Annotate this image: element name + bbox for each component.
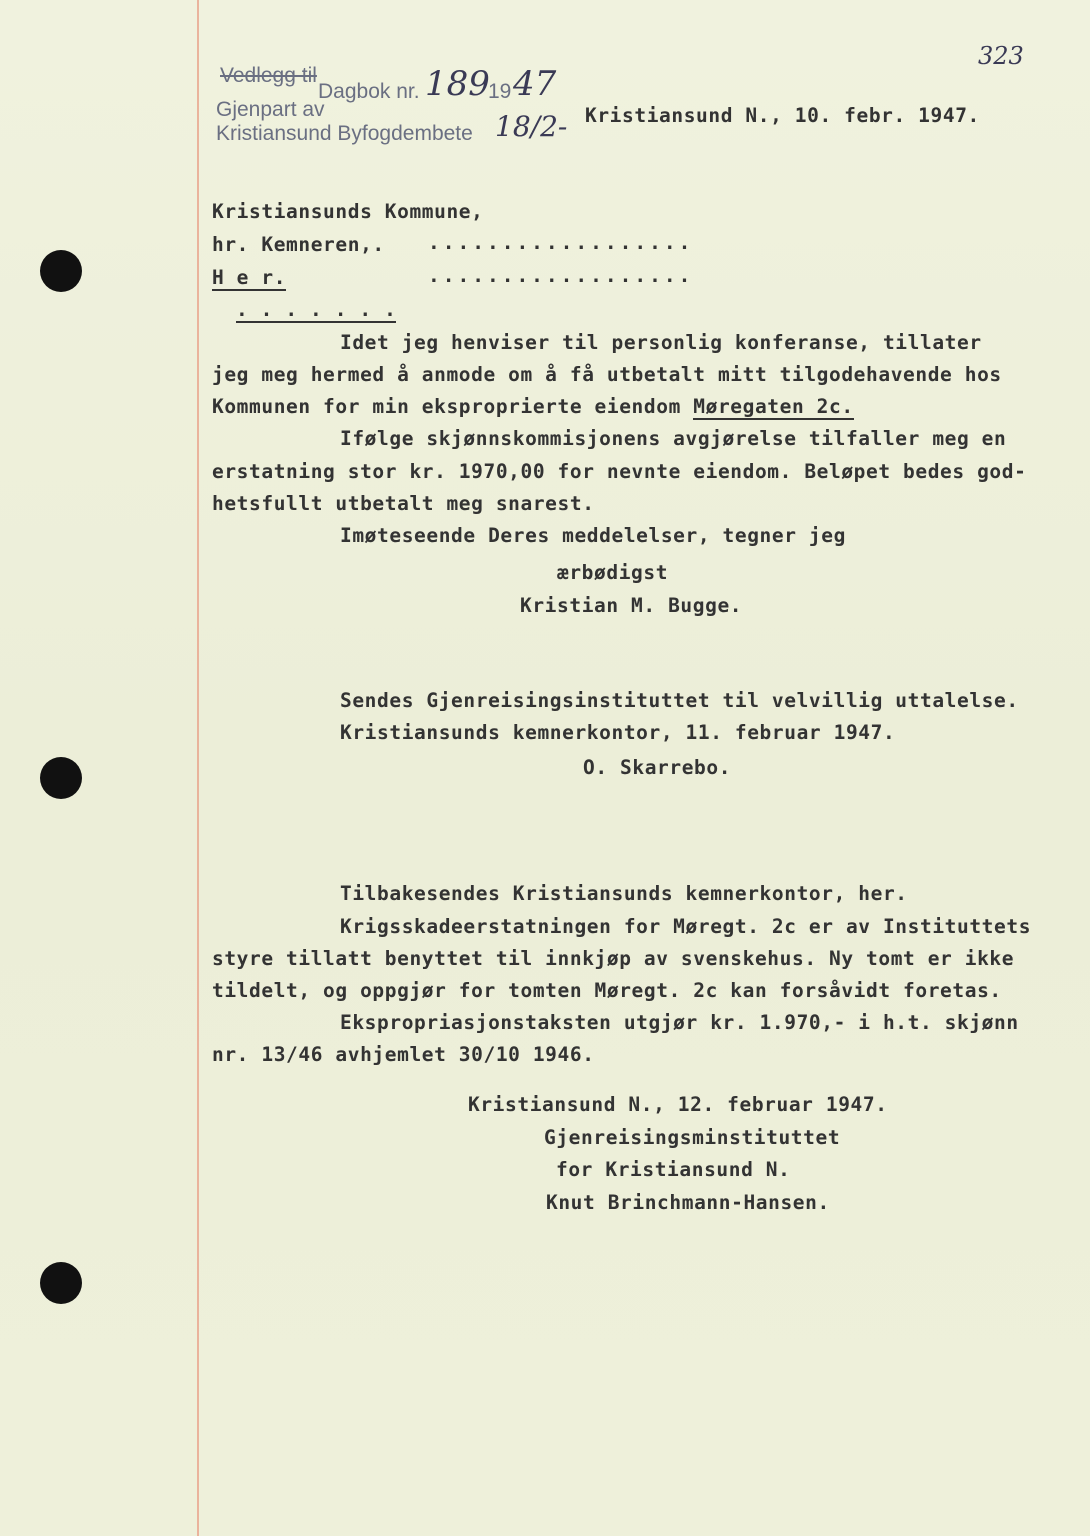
endorsement-line: Ekspropriasjonstaksten utgjør kr. 1.970,- i h.t. skjønn (340, 1011, 1019, 1034)
punch-hole (40, 757, 82, 799)
address-dots: . . . . . . . (236, 298, 397, 321)
endorsement-line: Sendes Gjenreisingsinstituttet til velvillig uttalelse. (340, 689, 1019, 712)
address-dots: .................. (428, 264, 694, 287)
stamp-dagbok: Dagbok nr. (318, 80, 420, 103)
endorsement-line: styre tillatt benyttet til innkjøp av svenskehus. Ny tomt er ikke (212, 947, 1015, 970)
address-dots: .................. (428, 231, 694, 254)
margin-line (197, 0, 199, 1536)
endorsement-place-date: Kristiansund N., 12. februar 1947. (468, 1093, 888, 1116)
stamp-gjenpart: Gjenpart av (216, 98, 325, 121)
letter-line: Kommunen for min eksproprierte eiendom Møregaten 2c. (212, 395, 854, 418)
letter-line: hetsfullt utbetalt meg snarest. (212, 492, 595, 515)
punch-hole (40, 250, 82, 292)
page-number: 323 (978, 42, 1024, 70)
letter-line: Ifølge skjønnskommisjonens avgjørelse tilfaller meg en (340, 427, 1007, 450)
letter-line: erstatning stor kr. 1970,00 for nevnte eiendom. Beløpet bedes god- (212, 460, 1027, 483)
dagbok-year-prefix: 19 (488, 80, 512, 103)
endorsement-institution: for Kristiansund N. (556, 1158, 791, 1181)
letter-closing: ærbødigst (557, 561, 669, 584)
endorsement-line: tildelt, og oppgjør for tomten Møregt. 2c kan forsåvidt foretas. (212, 979, 1002, 1002)
endorsement-signature: O. Skarrebo. (583, 756, 732, 779)
endorsement-institution: Gjenreisingsminstituttet (544, 1126, 841, 1149)
received-date: 18/2- (495, 110, 568, 143)
dagbok-number: 189 (425, 64, 490, 104)
address-line: Kristiansunds Kommune, (212, 200, 484, 223)
address-here: H e r. (212, 266, 287, 289)
street-address: Møregaten 2c. (693, 395, 854, 418)
dagbok-year: 47 (513, 64, 557, 104)
letter-signature: Kristian M. Bugge. (520, 594, 743, 617)
stamp-struck: Vedlegg til (220, 64, 317, 87)
address-line (212, 266, 286, 289)
endorsement-line: Krigsskadeerstatningen for Møregt. 2c er av Instituttets (340, 915, 1032, 938)
place-date: Kristiansund N., 10. febr. 1947. (585, 104, 980, 127)
letter-line: jeg meg hermed å anmode om å få utbetalt mitt tilgodehavende hos (212, 363, 1002, 386)
stamp-office: Kristiansund Byfogdembete (216, 122, 473, 145)
endorsement-line: nr. 13/46 avhjemlet 30/10 1946. (212, 1043, 595, 1066)
punch-hole (40, 1262, 82, 1304)
endorsement-signature: Knut Brinchmann-Hansen. (546, 1191, 830, 1214)
endorsement-line: Kristiansunds kemnerkontor, 11. februar 1947. (340, 721, 896, 744)
address-line: hr. Kemneren,. (212, 233, 385, 256)
letter-line: Imøteseende Deres meddelelser, tegner jeg (340, 524, 846, 547)
letter-line: Idet jeg henviser til personlig konferanse, tillater (340, 331, 982, 354)
endorsement-line: Tilbakesendes Kristiansunds kemnerkontor, her. (340, 882, 908, 905)
